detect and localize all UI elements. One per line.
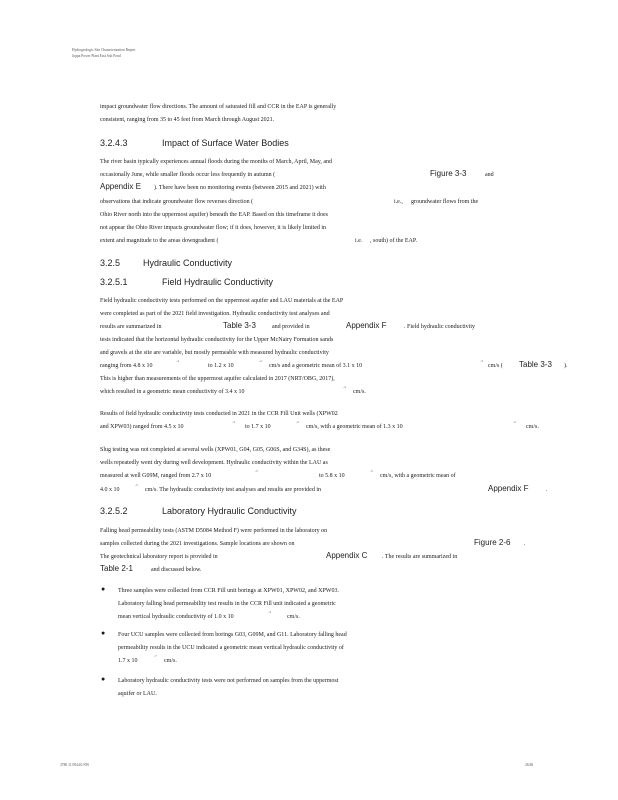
exponent: -2	[259, 359, 262, 363]
table-link[interactable]: Table 2-1	[100, 564, 133, 573]
header-subtitle: Joppa Power Plant East Ash Pond	[72, 54, 121, 58]
paragraph-text: and XPW03) ranged from 4.5 x 10	[100, 424, 184, 430]
paragraph-line: and gravels at the site are variable, but mostly permeable with measured hydraulic conductivity	[100, 350, 329, 356]
header-title: Hydrogeologic Site Characterization Report	[72, 48, 136, 52]
paragraph-text: ranging from 4.8 x 10	[100, 363, 153, 369]
paragraph-text: cm/s.	[526, 424, 539, 430]
paragraph-text: samples collected during the 2021 investigations. Sample locations are shown on	[100, 541, 295, 547]
bullet-line: aquifer or LAU.	[118, 691, 157, 697]
paragraph-line: tests indicated that the horizontal hydraulic conductivity for the Upper McNairy Formation sands	[100, 337, 334, 343]
section-number: 3.2.5.1	[100, 277, 128, 287]
paragraph-text: .	[546, 487, 548, 493]
bullet-icon: ●	[101, 675, 106, 683]
paragraph-text: The geotechnical laboratory report is provided in	[100, 554, 218, 560]
table-link[interactable]: Table 3-3	[519, 360, 552, 369]
paragraph-line: not appear the Ohio River impacts groundwater flow; if it does, however, it is likely limited in	[100, 225, 327, 231]
bullet-line: Three samples were collected from CCR Fill unit borings at XPW01, XPW02, and XPW03.	[118, 588, 339, 594]
paragraph-text: to 5.8 x 10	[319, 473, 345, 479]
bullet-icon: ●	[101, 585, 106, 593]
appendix-link[interactable]: Appendix C	[326, 551, 368, 560]
section-number: 3.2.5	[100, 258, 121, 268]
table-link[interactable]: Table 3-3	[223, 321, 256, 330]
exponent: -5	[370, 469, 373, 473]
exponent: -5	[135, 483, 138, 487]
exponent: -3	[232, 420, 235, 424]
paragraph-line: impact groundwater flow directions. The amount of saturated fill and CCR in the EAP is generally	[100, 104, 337, 110]
paragraph-line: Results of field hydraulic conductivity tests conducted in 2021 in the CCR Fill Unit wells (XPW02	[100, 411, 338, 417]
paragraph-text: cm/s.	[353, 389, 366, 395]
bullet-line: 1.7 x 10	[118, 658, 138, 664]
paragraph-text: cm/s.	[287, 614, 300, 620]
paragraph-text: measured at well G09M, ranged from 2.7 x 10	[100, 473, 212, 479]
paragraph-line: Falling head permeability tests (ASTM D5084 Method F) were performed in the laboratory on	[100, 528, 328, 534]
section-heading: Laboratory Hydraulic Conductivity	[162, 506, 297, 516]
paragraph-text: to 1.7 x 10	[245, 424, 271, 430]
paragraph-text: cm/s.	[164, 658, 177, 664]
appendix-link[interactable]: Appendix F	[346, 321, 387, 330]
exponent: -7	[154, 654, 157, 658]
bullet-line: Four UCU samples were collected from borings G03, G09M, and G11. Laboratory falling head	[118, 632, 347, 638]
paragraph-line: observations that indicate groundwater flow reverses direction (	[100, 199, 254, 205]
paragraph-line: wells repeatedly went dry during well development. Hydraulic conductivity within the LAU as	[100, 460, 328, 466]
page-number: 26/48	[525, 763, 534, 767]
exponent: -3	[480, 359, 483, 363]
section-heading: Impact of Surface Water Bodies	[162, 138, 289, 148]
exponent: -5	[255, 469, 258, 473]
bullet-line: Laboratory falling head permeability test results in the CCR Fill unit indicated a geometric	[118, 601, 336, 607]
paragraph-text: , south) of the EAP.	[370, 238, 417, 244]
section-heading: Hydraulic Conductivity	[143, 258, 233, 268]
bullet-line: Laboratory hydraulic conductivity tests were not performed on samples from the uppermost	[118, 678, 339, 684]
paragraph-text: cm/s and a geometric mean of 3.1 x 10	[269, 363, 363, 369]
paragraph-text: and provided in	[272, 324, 310, 330]
paragraph-text: i.e.	[355, 238, 363, 244]
paragraph-line: Field hydraulic conductivity tests performed on the uppermost aquifer and LAU materials at the EAP	[100, 298, 344, 304]
figure-link[interactable]: Figure 2-6	[474, 538, 511, 547]
section-number: 3.2.4.3	[100, 138, 128, 148]
footer-document-id: 3780 11.0944.0.NW	[60, 763, 90, 767]
paragraph-line: extent and magnitude to the areas downgradient (	[100, 238, 219, 244]
paragraph-line: Slug testing was not completed at several wells (XPW01, G04, G05, G06S, and G34S), as these	[100, 447, 331, 453]
appendix-link[interactable]: Appendix F	[488, 484, 529, 493]
section-heading: Field Hydraulic Conductivity	[162, 277, 274, 287]
paragraph-text: . The results are summarized in	[382, 554, 458, 560]
paragraph-text: groundwater flows from the	[411, 199, 479, 205]
section-number: 3.2.5.2	[100, 506, 128, 516]
paragraph-line: consistent, ranging from 35 to 45 feet from March through August 2021.	[100, 117, 275, 123]
exponent: -2	[296, 420, 299, 424]
paragraph-text: cm/s, with a geometric mean of 1.3 x 10	[306, 424, 403, 430]
paragraph-line: The river basin typically experiences annual floods during the months of March, April, May, and	[100, 159, 333, 165]
paragraph-text: i.e.,	[394, 199, 403, 205]
paragraph-line: occasionally June, while smaller floods occur less frequently in autumn (	[100, 172, 276, 178]
paragraph-line: Ohio River north into the uppermost aquifer) beneath the EAP. Based on this timeframe it does	[100, 212, 328, 218]
figure-link[interactable]: Figure 3-3	[430, 169, 467, 178]
paragraph-text: ).	[564, 363, 568, 369]
paragraph-line: This is higher than measurements of the uppermost aquifer calculated in 2017 (NRT/OBG, 2017),	[100, 376, 335, 382]
paragraph-text: 4.0 x 10	[100, 487, 120, 493]
paragraph-text: results are summarized in	[100, 324, 162, 330]
paragraph-text: to 1.2 x 10	[208, 363, 234, 369]
paragraph-text: cm/s, with a geometric mean of	[380, 473, 456, 479]
appendix-link[interactable]: Appendix E	[100, 182, 141, 191]
bullet-line: mean vertical hydraulic conductivity of 1.0 x 10	[118, 614, 234, 620]
paragraph-text: cm/s. The hydraulic conductivity test analyses and results are provided in	[145, 487, 322, 493]
bullet-line: permeability results in the UCU indicated a geometric mean vertical hydraulic conductivity of	[118, 645, 344, 651]
paragraph-text: and discussed below.	[151, 567, 202, 573]
exponent: -4	[176, 359, 179, 363]
paragraph-text: and	[485, 172, 494, 178]
exponent: -4	[343, 385, 346, 389]
paragraph-text: which resulted in a geometric mean conductivity of 3.4 x 10	[100, 389, 245, 395]
paragraph-text: cm/s (	[488, 363, 503, 369]
paragraph-text: . Field hydraulic conductivity	[404, 324, 475, 330]
exponent: -2	[513, 420, 516, 424]
exponent: -4	[268, 610, 271, 614]
paragraph-text: ). There have been no monitoring events (between 2015 and 2021) with	[154, 185, 326, 191]
paragraph-text: .	[524, 541, 526, 547]
paragraph-line: were completed as part of the 2021 field investigation. Hydraulic conductivity test analyses and	[100, 311, 330, 317]
bullet-icon: ●	[101, 629, 106, 637]
